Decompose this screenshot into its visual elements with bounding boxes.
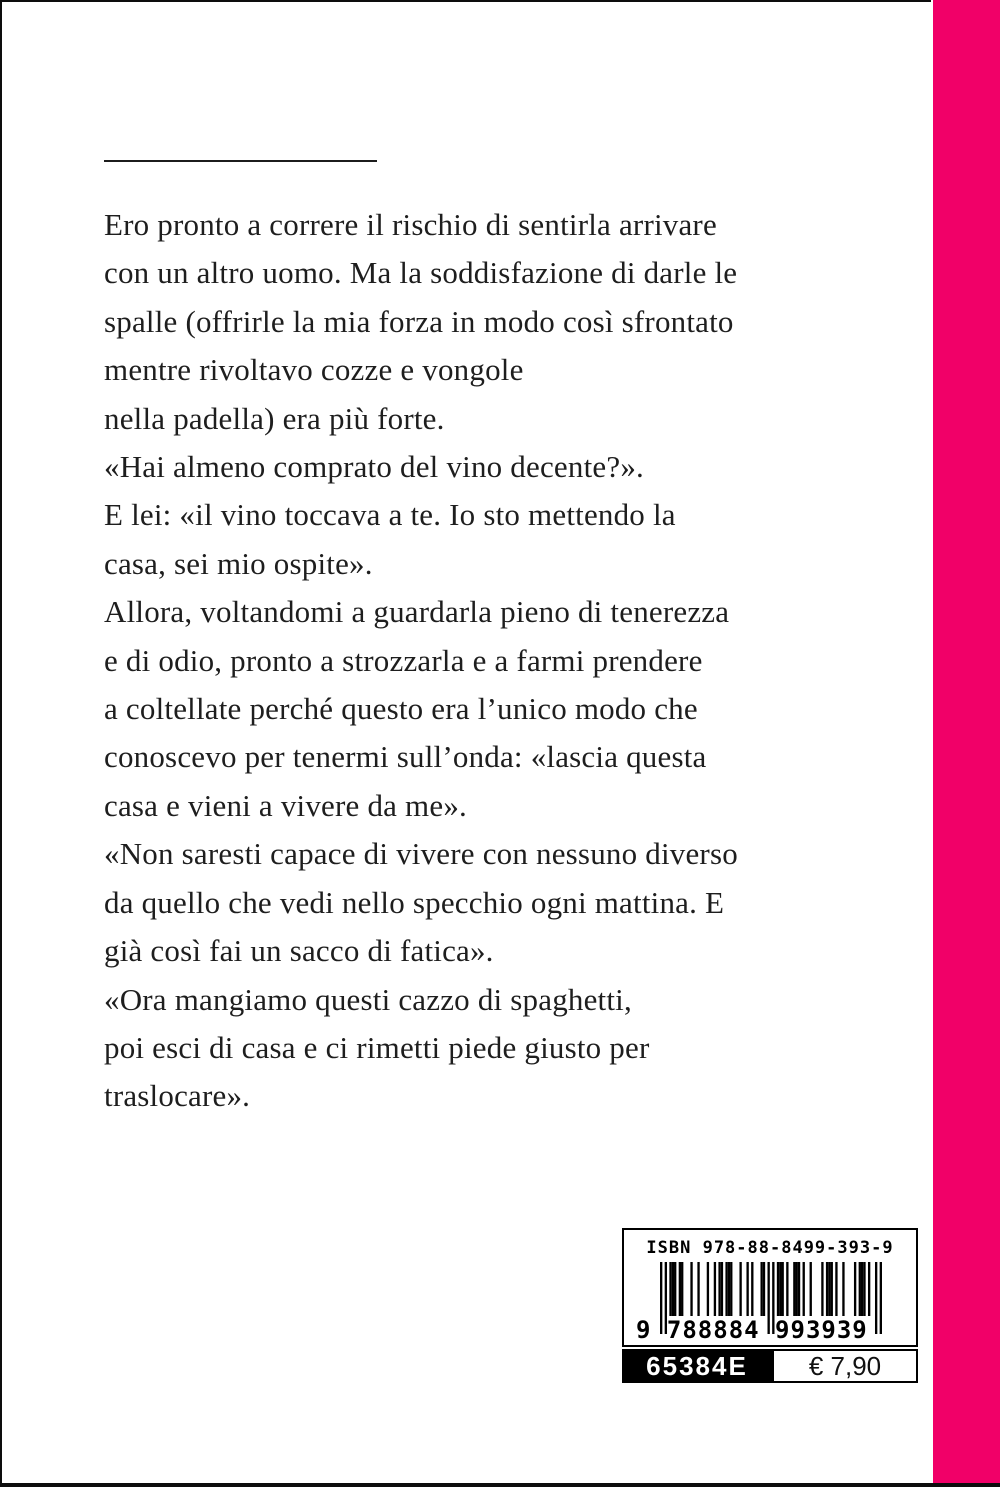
price-label: € 7,90 — [772, 1349, 918, 1383]
excerpt-line: e di odio, pronto a strozzarla e a farmi prendere — [104, 642, 703, 678]
section-divider-rule — [104, 160, 377, 162]
spine-stripe — [933, 0, 1000, 1483]
excerpt-line: «Non saresti capace di vivere con nessuno diverso — [104, 836, 738, 872]
barcode-footer-row — [622, 1349, 918, 1383]
page-bottom-edge — [0, 1483, 1000, 1487]
excerpt-line: già così fai un sacco di fatica». — [104, 933, 494, 969]
excerpt-line: nella padella) era più forte. — [104, 400, 445, 436]
excerpt-line: a coltellate perché questo era l’unico modo che — [104, 691, 698, 727]
excerpt-line: casa e vieni a vivere da me». — [104, 787, 467, 823]
excerpt-line: conoscevo per tenermi sull’onda: «lascia questa — [104, 739, 707, 775]
excerpt-line: E lei: «il vino toccava a te. Io sto mettendo la — [104, 497, 676, 533]
excerpt-line: «Ora mangiamo questi cazzo di spaghetti, — [104, 981, 632, 1017]
excerpt-line: «Hai almeno comprato del vino decente?». — [104, 449, 644, 485]
excerpt-line: casa, sei mio ospite». — [104, 545, 373, 581]
excerpt-line: traslocare». — [104, 1078, 251, 1114]
excerpt-line: poi esci di casa e ci rimetti piede giusto per — [104, 1029, 650, 1065]
excerpt-line: da quello che vedi nello specchio ogni mattina. E — [104, 884, 725, 920]
excerpt-line: Ero pronto a correre il rischio di sentirla arrivare — [104, 207, 717, 242]
edition-code-badge: 65384E — [622, 1349, 772, 1383]
barcode-panel — [622, 1228, 918, 1347]
page-left-edge — [0, 0, 2, 1487]
excerpt-line: mentre rivoltavo cozze e vongole — [104, 352, 524, 388]
excerpt-text — [104, 201, 874, 1121]
excerpt-line: Allora, voltandomi a guardarla pieno di tenerezza — [104, 594, 730, 630]
isbn-label: ISBN 978-88-8499-393-9 — [646, 1238, 894, 1258]
excerpt-line: con un altro uomo. Ma la soddisfazione di darle le — [104, 255, 738, 291]
ean13-digits: 9 788884 993939 — [636, 1316, 868, 1344]
isbn-barcode-block — [622, 1228, 918, 1383]
excerpt-line: spalle (offrirle la mia forza in modo così sfrontato — [104, 303, 734, 339]
page-top-edge — [0, 0, 931, 2]
